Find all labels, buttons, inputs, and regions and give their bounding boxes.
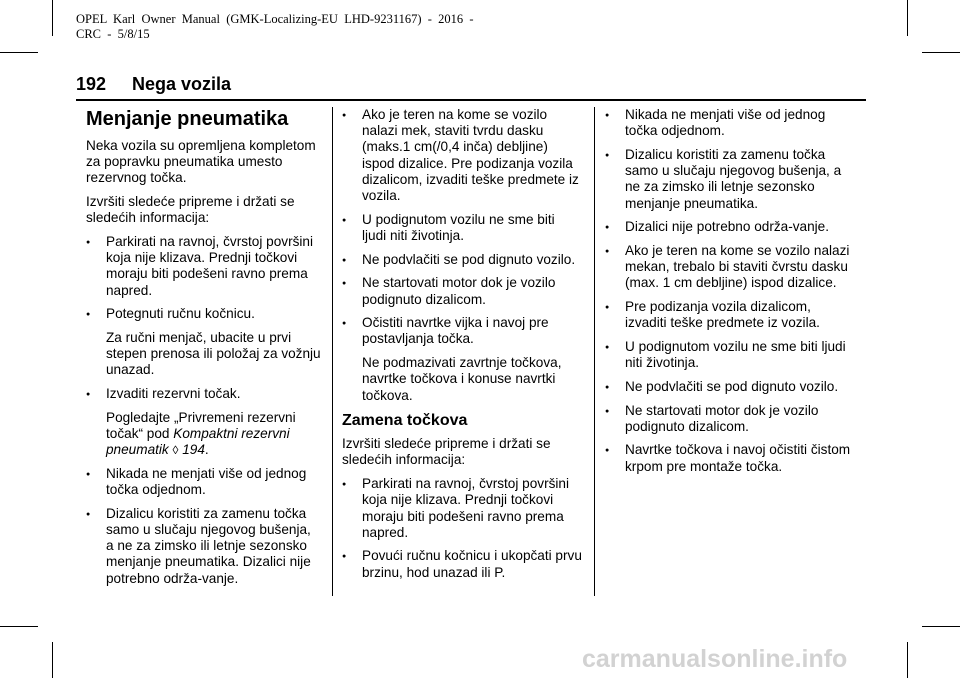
list-item-text: Ne startovati motor dok je vozilo podignuto dizalicom. [362, 275, 556, 307]
note-text: Pogledajte „Privremeni rezervni točak“ pod [106, 409, 296, 442]
section-title: Menjanje pneumatika [86, 108, 289, 130]
print-meta-line: CRC - 5/8/15 [76, 27, 150, 41]
page-number: 192 [76, 74, 107, 94]
list-item-note [106, 410, 322, 459]
print-meta-line: OPEL Karl Owner Manual (GMK-Localizing-EU LHD-9231167) - 2016 - [76, 12, 474, 26]
list-item-text: Ne podvlačiti se pod dignuto vozilo. [625, 378, 839, 394]
list-item [342, 107, 582, 204]
list-item-text: Ako je teren na kome se vozilo nalazi mekan, trebalo bi staviti čvrstu dasku (max. 1 cm debljine) ispod dizalice. [625, 242, 850, 291]
paragraph: Izvršiti sledeće pripreme i držati se sledećih informacija: [86, 194, 295, 226]
list-item-text: Nikada ne menjati više od jednog točka odjednom. [106, 465, 307, 498]
list-item-text: Izvaditi rezervni točak. [106, 386, 241, 402]
list-item-text: U podignutom vozilu ne sme biti ljudi niti životinja. [625, 338, 846, 371]
list-item-text: Pre podizanja vozila dizalicom, izvaditi teške predmete iz vozila. [625, 299, 820, 331]
list-item-text: Ako je teren na kome se vozilo nalazi mek, staviti tvrdu dasku (maks.1 cm(/0,4 inča) debljine) ispod dizalice. Pre podizanja vozila dizalicom, izvaditi teške predmete iz vozila. [362, 107, 579, 204]
list-item-note: Ne podmazivati zavrtnje točkova, navrtke točkova i konuse navrtki točkova. [362, 355, 562, 403]
list-item [605, 243, 855, 292]
list-item-text: Parkirati na ravnoj, čvrstoj površini koja nije klizava. Prednji točkovi moraju biti podešeni ravno prema napred. [362, 476, 569, 540]
column-3 [605, 107, 855, 482]
column-2 [342, 107, 582, 588]
list-item-text: Dizalicu koristiti za zamenu točka samo u slučaju njegovog bušenja, a ne za zimsko ili letnje sezonsko menjanje pneumatika. [625, 146, 842, 211]
list-item-text: Dizalicu koristiti za zamenu točka samo u slučaju njegovog bušenja, a ne za zimsko ili letnje sezonsko menjanje pneumatika. Dizalici nije potrebno održa-vanje. [106, 505, 311, 586]
print-meta [76, 12, 474, 42]
list-item [342, 315, 582, 404]
page-reference[interactable]: 194 [182, 442, 205, 458]
list-item [342, 275, 582, 307]
list-item-text: Dizalici nije potrebno održa-vanje. [625, 219, 830, 235]
column-divider [332, 107, 333, 596]
note-text: . [204, 442, 209, 458]
list-item-text: Potegnuti ručnu kočnicu. [106, 306, 255, 322]
crop-mark [0, 52, 38, 53]
list-item [342, 476, 582, 541]
list-item-text: Povući ručnu kočnicu i ukopčati prvu brzinu, hod unazad ili P. [362, 548, 582, 580]
crop-mark [907, 0, 908, 36]
list-item [605, 219, 855, 235]
list-item-text: Očistiti navrtke vijka i navoj pre postavljanja točka. [362, 315, 549, 347]
crop-mark [922, 626, 960, 627]
list-item [86, 506, 322, 587]
column-1 [86, 107, 322, 594]
column-divider [594, 107, 595, 596]
crop-mark [907, 642, 908, 678]
paragraph: Neka vozila su opremljena kompletom za popravku pneumatika umesto rezervnog točka. [86, 138, 316, 186]
list-item [86, 466, 322, 498]
header-rule [76, 99, 866, 101]
chapter-title: Nega vozila [132, 74, 232, 94]
list-item-text: Parkirati na ravnoj, čvrstoj površini koja nije klizava. Prednji točkovi moraju biti podešeni ravno prema napred. [106, 234, 313, 298]
cross-reference-link[interactable]: Kompaktni rezervni pneumatik [106, 426, 290, 458]
list-item [342, 548, 582, 580]
list-item-text: Navrtke točkova i navoj očistiti čistom krpom pre montaže točka. [625, 442, 851, 474]
watermark: carmanualsonline.info [582, 645, 848, 673]
crop-mark [52, 0, 53, 36]
bullet-list [86, 234, 322, 587]
list-item [605, 339, 855, 371]
list-item-note: Za ručni menjač, ubacite u prvi stepen prenosa ili položaj za vožnju unazad. [106, 330, 321, 378]
crop-mark [922, 52, 960, 53]
list-item-text: U podignutom vozilu ne sme biti ljudi niti životinja. [362, 211, 555, 243]
list-item-text: Ne podvlačiti se pod dignuto vozilo. [362, 251, 576, 267]
list-item [605, 379, 855, 395]
list-item [605, 442, 855, 474]
crop-mark [0, 626, 38, 627]
list-item [86, 386, 322, 458]
running-head [76, 74, 231, 95]
list-item-text: Ne startovati motor dok je vozilo podignuto dizalicom. [625, 402, 819, 434]
crop-mark [52, 642, 53, 678]
page-reference-icon: ◊ [172, 443, 179, 458]
subsection-title: Zamena točkova [342, 412, 468, 430]
list-item [86, 306, 322, 378]
bullet-list [605, 107, 855, 475]
list-item [342, 212, 582, 244]
bullet-list [342, 476, 582, 581]
list-item [605, 403, 855, 435]
bullet-list [342, 107, 582, 404]
list-item-text: Nikada ne menjati više od jednog točka odjednom. [625, 107, 826, 139]
list-item [86, 234, 322, 299]
paragraph: Izvršiti sledeće pripreme i držati se sledećih informacija: [342, 436, 551, 468]
list-item [605, 107, 855, 139]
list-item [605, 147, 855, 212]
list-item [605, 299, 855, 331]
list-item [342, 252, 582, 268]
